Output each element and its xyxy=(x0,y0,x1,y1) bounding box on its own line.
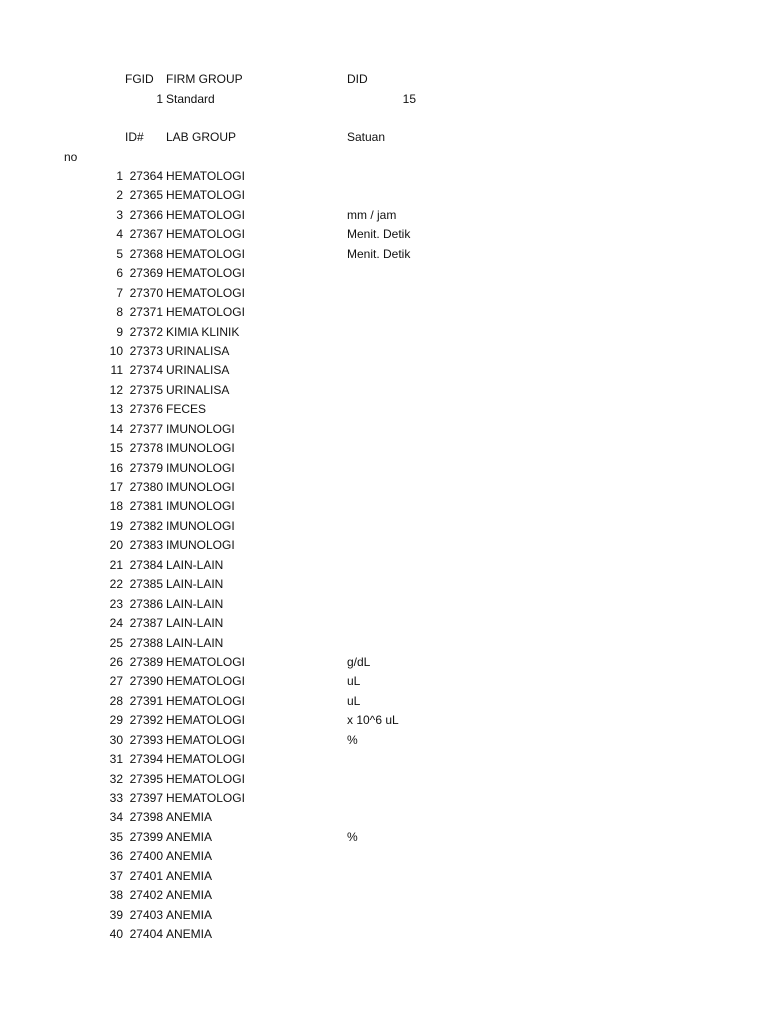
row-lab-group: IMUNOLOGI xyxy=(166,480,235,494)
row-number: 1 xyxy=(116,169,123,183)
row-id: 27402 xyxy=(129,888,163,903)
row-id: 27395 xyxy=(129,771,163,786)
row-lab-group: HEMATOLOGI xyxy=(166,305,245,320)
row-number: 18 xyxy=(109,499,123,514)
row-id: 27387 xyxy=(129,616,163,631)
table-row xyxy=(0,208,768,227)
row-lab-group: ANEMIA xyxy=(166,888,213,903)
row-number: 16 xyxy=(109,460,123,475)
row-id: 27373 xyxy=(129,343,163,358)
row-lab-group: IMUNOLOGI xyxy=(166,518,235,533)
fgid-header: FGID xyxy=(125,72,154,86)
row-number: 23 xyxy=(109,596,123,611)
row-lab-group: ANEMIA xyxy=(166,829,213,844)
fgid-value: 1 xyxy=(156,92,163,106)
row-lab-group: ANEMIA xyxy=(166,907,213,922)
row-id: 27370 xyxy=(129,285,163,300)
did-value: 15 xyxy=(402,92,416,106)
row-id: 27398 xyxy=(129,810,163,825)
row-lab-group: HEMATOLOGI xyxy=(166,693,245,708)
row-id: 27383 xyxy=(129,538,163,553)
lab-table-body xyxy=(0,169,768,947)
table-row xyxy=(0,499,768,518)
row-satuan: x 10^6 uL xyxy=(347,713,399,728)
row-satuan: g/dL xyxy=(347,654,371,669)
row-number: 14 xyxy=(109,421,123,436)
row-number: 19 xyxy=(109,518,123,533)
row-lab-group: FECES xyxy=(166,402,207,417)
row-lab-group: HEMATOLOGI xyxy=(166,266,245,281)
row-lab-group: HEMATOLOGI xyxy=(166,169,245,183)
row-id: 27399 xyxy=(129,829,163,844)
row-lab-group: LAIN-LAIN xyxy=(166,596,224,611)
row-number: 15 xyxy=(109,441,123,456)
row-lab-group: HEMATOLOGI xyxy=(166,713,245,728)
row-id: 27403 xyxy=(129,907,163,922)
did-header: DID xyxy=(347,72,368,86)
row-id: 27386 xyxy=(129,596,163,611)
table-row xyxy=(0,597,768,616)
row-id: 27400 xyxy=(129,849,163,864)
table-row xyxy=(0,772,768,791)
row-number: 29 xyxy=(109,713,123,728)
row-id: 27369 xyxy=(129,266,163,281)
row-id: 27391 xyxy=(129,693,163,708)
row-satuan: Menit. Detik xyxy=(347,246,411,261)
table-row xyxy=(0,636,768,655)
row-lab-group: HEMATOLOGI xyxy=(166,246,245,261)
row-lab-group: LAIN-LAIN xyxy=(166,616,224,631)
table-row xyxy=(0,927,768,946)
row-number: 28 xyxy=(109,693,123,708)
row-lab-group: ANEMIA xyxy=(166,810,213,825)
row-number: 31 xyxy=(109,752,123,767)
table-row xyxy=(0,694,768,713)
row-lab-group: KIMIA KLINIK xyxy=(166,324,240,339)
table-row xyxy=(0,188,768,207)
no-column-header: no xyxy=(64,150,78,164)
table-row xyxy=(0,674,768,693)
row-number: 22 xyxy=(109,577,123,592)
row-id: 27366 xyxy=(129,207,163,222)
row-lab-group: IMUNOLOGI xyxy=(166,499,235,514)
row-id: 27374 xyxy=(129,363,163,378)
table-row xyxy=(0,733,768,752)
row-number: 37 xyxy=(109,868,123,883)
table-row xyxy=(0,713,768,732)
row-number: 32 xyxy=(109,771,123,786)
row-id: 27388 xyxy=(129,635,163,650)
row-id: 27364 xyxy=(129,169,163,183)
table-row xyxy=(0,305,768,324)
row-number: 20 xyxy=(109,538,123,553)
row-lab-group: ANEMIA xyxy=(166,927,213,942)
row-lab-group: LAIN-LAIN xyxy=(166,577,224,592)
row-number: 5 xyxy=(116,246,123,261)
table-row xyxy=(0,325,768,344)
row-id: 27390 xyxy=(129,674,163,689)
row-id: 27372 xyxy=(129,324,163,339)
row-id: 27385 xyxy=(129,577,163,592)
row-number: 34 xyxy=(109,810,123,825)
row-lab-group: IMUNOLOGI xyxy=(166,421,235,436)
row-number: 30 xyxy=(109,732,123,747)
firm-group-header: FIRM GROUP xyxy=(166,72,243,86)
row-id: 27368 xyxy=(129,246,163,261)
row-number: 12 xyxy=(109,382,123,397)
row-satuan: uL xyxy=(347,693,361,708)
row-satuan: Menit. Detik xyxy=(347,227,411,242)
row-number: 2 xyxy=(116,188,123,203)
row-number: 39 xyxy=(109,907,123,922)
row-number: 9 xyxy=(116,324,123,339)
satuan-column-header: Satuan xyxy=(347,130,386,144)
row-lab-group: HEMATOLOGI xyxy=(166,791,245,805)
table-row xyxy=(0,227,768,246)
row-id: 27367 xyxy=(129,227,163,242)
row-lab-group: HEMATOLOGI xyxy=(166,285,245,300)
row-number: 35 xyxy=(109,829,123,844)
table-row xyxy=(0,286,768,305)
table-row xyxy=(0,888,768,907)
table-row xyxy=(0,383,768,402)
table-row xyxy=(0,791,768,810)
row-lab-group: HEMATOLOGI xyxy=(166,674,245,689)
row-id: 27380 xyxy=(129,480,163,494)
table-row xyxy=(0,849,768,868)
row-number: 11 xyxy=(110,363,123,378)
firm-group-value: Standard xyxy=(166,92,215,106)
row-lab-group: URINALISA xyxy=(166,363,230,378)
table-row xyxy=(0,363,768,382)
table-row xyxy=(0,422,768,441)
table-row xyxy=(0,869,768,888)
row-number: 33 xyxy=(109,791,123,805)
row-satuan: % xyxy=(347,732,358,747)
row-lab-group: URINALISA xyxy=(166,382,230,397)
row-lab-group: HEMATOLOGI xyxy=(166,752,245,767)
row-id: 27376 xyxy=(129,402,163,417)
row-number: 25 xyxy=(109,635,123,650)
row-id: 27371 xyxy=(129,305,163,320)
row-lab-group: HEMATOLOGI xyxy=(166,188,245,203)
table-row xyxy=(0,247,768,266)
table-row xyxy=(0,616,768,635)
row-satuan: % xyxy=(347,829,358,844)
row-id: 27392 xyxy=(129,713,163,728)
row-id: 27378 xyxy=(129,441,163,456)
row-id: 27384 xyxy=(129,557,163,572)
row-lab-group: HEMATOLOGI xyxy=(166,771,245,786)
row-lab-group: HEMATOLOGI xyxy=(166,207,245,222)
table-row xyxy=(0,266,768,285)
row-lab-group: HEMATOLOGI xyxy=(166,227,245,242)
row-id: 27382 xyxy=(129,518,163,533)
table-row xyxy=(0,810,768,829)
row-lab-group: LAIN-LAIN xyxy=(166,635,224,650)
id-column-header: ID# xyxy=(125,130,144,144)
table-row xyxy=(0,577,768,596)
table-row xyxy=(0,402,768,421)
row-number: 6 xyxy=(116,266,123,281)
row-id: 27404 xyxy=(129,927,163,942)
row-id: 27401 xyxy=(129,868,163,883)
row-lab-group: HEMATOLOGI xyxy=(166,732,245,747)
table-row xyxy=(0,461,768,480)
row-number: 24 xyxy=(109,616,123,631)
row-lab-group: ANEMIA xyxy=(166,868,213,883)
row-id: 27379 xyxy=(129,460,163,475)
table-row xyxy=(0,752,768,771)
row-id: 27377 xyxy=(129,421,163,436)
table-row xyxy=(0,908,768,927)
row-lab-group: URINALISA xyxy=(166,343,230,358)
row-id: 27394 xyxy=(129,752,163,767)
table-row xyxy=(0,519,768,538)
row-lab-group: ANEMIA xyxy=(166,849,213,864)
table-row xyxy=(0,830,768,849)
table-row xyxy=(0,480,768,499)
row-lab-group: HEMATOLOGI xyxy=(166,654,245,669)
row-number: 27 xyxy=(109,674,123,689)
table-row xyxy=(0,344,768,363)
row-number: 26 xyxy=(109,654,123,669)
row-number: 3 xyxy=(116,207,123,222)
row-satuan: uL xyxy=(347,674,361,689)
lab-group-column-header: LAB GROUP xyxy=(166,130,237,144)
row-number: 8 xyxy=(116,305,123,320)
row-number: 17 xyxy=(109,480,123,494)
row-lab-group: IMUNOLOGI xyxy=(166,441,235,456)
row-id: 27375 xyxy=(129,382,163,397)
row-id: 27397 xyxy=(129,791,163,805)
row-lab-group: LAIN-LAIN xyxy=(166,557,224,572)
row-number: 10 xyxy=(109,343,123,358)
row-id: 27365 xyxy=(129,188,163,203)
row-lab-group: IMUNOLOGI xyxy=(166,538,235,553)
row-number: 21 xyxy=(109,557,123,572)
row-id: 27389 xyxy=(129,654,163,669)
row-number: 40 xyxy=(109,927,123,942)
table-row xyxy=(0,538,768,557)
table-row xyxy=(0,441,768,460)
row-id: 27393 xyxy=(129,732,163,747)
row-satuan: mm / jam xyxy=(347,207,397,222)
row-number: 38 xyxy=(109,888,123,903)
table-row xyxy=(0,655,768,674)
row-number: 13 xyxy=(109,402,123,417)
row-number: 7 xyxy=(116,285,123,300)
row-number: 36 xyxy=(109,849,123,864)
row-id: 27381 xyxy=(129,499,163,514)
row-lab-group: IMUNOLOGI xyxy=(166,460,235,475)
row-number: 4 xyxy=(116,227,123,242)
table-row xyxy=(0,169,768,188)
table-row xyxy=(0,558,768,577)
